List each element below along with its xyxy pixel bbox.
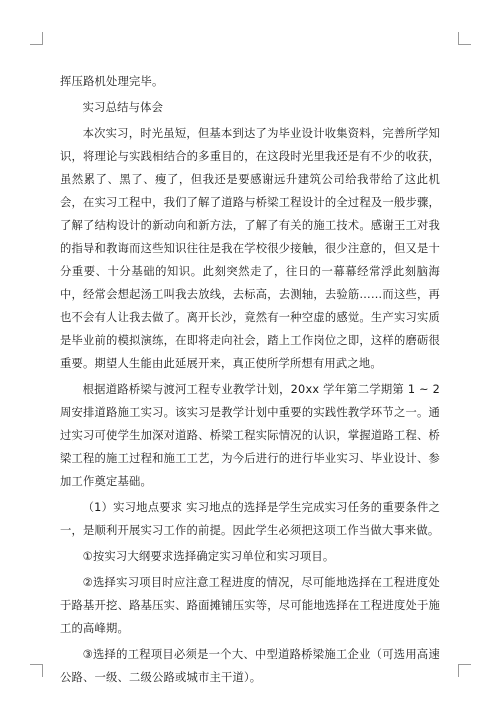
crop-mark-top-left <box>30 32 43 45</box>
list-item-1: ①按实习大纲要求选择确定实习单位和实习项目。 <box>82 550 335 563</box>
crop-mark-top-right <box>458 32 471 45</box>
paragraph-summary: 本次实习，时光虽短，但基本到达了为毕业设计收集资料，完善所学知识，将理论与实践相结合的多重目的，在这段时光里我还是有不少的收获，虽然累了、黑了、瘦了，但我还是要感谢远升建筑公司给我带给了这此机会，在实习工程中，我们了解了道路与桥梁工程设计的全过程及一般步骤，了解了结构设计的新动向和新方法，了解了有关的施工技术。感谢王工对我的指导和教诲而这些知识往往是我在学校很少接触，很少注意的，但又是十分重要、十分基础的知识。此刻突然走了，往日的一幕幕经常浮此刻脑海中，经常会想起汤工叫我去放线，去标高，去测轴，去验筋……而这些，再也不会有人让我去做了。离开长沙，竟然有一种空虚的感觉。生产实习实质是毕业前的模拟演练，在即将走向社会，踏上工作岗位之即，这样的磨砺很重要。期望人生能由此延展开来，真正使所学所想有用武之地。 <box>60 127 440 370</box>
paragraph-continuation: 挥压路机处理完毕。 <box>60 75 164 88</box>
paragraph-plan: 根据道路桥梁与渡河工程专业教学计划，20xx 学年第二学期第 1 ~ 2 周安排道路施工实习。该实习是教学计划中重要的实践性教学环节之一。通过实习可使学生加深对道路、桥梁工程实际情况的认识，掌握道路工程、桥梁工程的施工过程和施工工艺，为今后进行的进行毕业实习、毕业设计、参加工作奠定基础。 <box>60 383 440 488</box>
section-heading: 实习总结与体会 <box>82 101 164 114</box>
document-body <box>60 70 440 692</box>
list-item-3: ③选择的工程项目必须是一个大、中型道路桥梁施工企业（可选用高速公路、一级、二级公路或城市主干道）。 <box>60 648 440 684</box>
paragraph-location-requirement: （1）实习地点要求 实习地点的选择是学生完成实习任务的重要条件之一，是顺利开展实习工作的前提。因此学生必须把这项工作当做大事来做。 <box>60 501 440 537</box>
crop-mark-bottom-left <box>30 664 43 677</box>
list-item-2: ②选择实习项目时应注意工程进度的情况，尽可能地选择在工程进度处于路基开挖、路基压实、路面摊铺压实等，尽可能地选择在工程进度处于施工的高峰期。 <box>60 576 440 635</box>
crop-mark-bottom-right <box>458 664 471 677</box>
